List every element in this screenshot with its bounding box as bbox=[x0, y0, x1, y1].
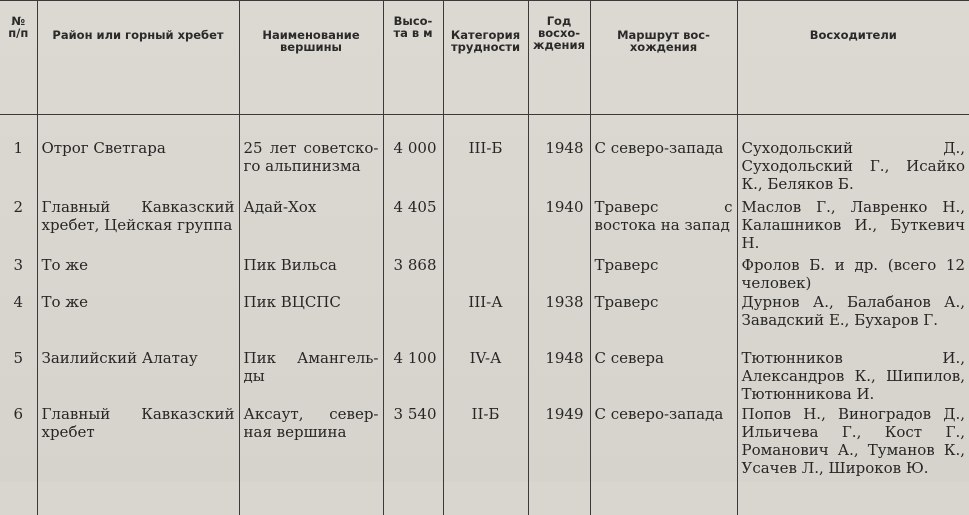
cell-num: 2 bbox=[13, 198, 24, 216]
header-num: № п/п bbox=[0, 1, 37, 115]
table-row bbox=[0, 139, 969, 198]
cell-region: То же bbox=[37, 256, 239, 293]
cell-height bbox=[383, 293, 443, 349]
header-route: Маршрут вос-хождения bbox=[590, 1, 737, 115]
cell-num: 6 bbox=[13, 405, 24, 423]
cell-year: 1938 bbox=[528, 293, 590, 349]
cell-climbers: Маслов Г., Лавренко Н., Калашников И., Буткевич Н. bbox=[737, 198, 969, 256]
cell-year bbox=[528, 256, 590, 293]
cell-category: II-Б bbox=[443, 405, 528, 515]
cell-num: 5 bbox=[13, 349, 24, 367]
cell-year: 1948 bbox=[528, 139, 590, 198]
cell-region: То же bbox=[37, 293, 239, 349]
cell-num: 1 bbox=[13, 139, 24, 157]
cell-category: IV-А bbox=[443, 349, 528, 405]
cell-category: III-Б bbox=[443, 139, 528, 198]
cell-height: 4 100 bbox=[383, 349, 443, 405]
header-row bbox=[0, 1, 969, 115]
cell-year: 1948 bbox=[528, 349, 590, 405]
cell-climbers: Фролов Б. и др. (всего 12 человек) bbox=[737, 256, 969, 293]
table-row bbox=[0, 405, 969, 515]
cell-peak: Пик Амангель-ды bbox=[239, 349, 383, 405]
cell-region: Отрог Светгара bbox=[37, 139, 239, 198]
header-climbers: Восходители bbox=[737, 1, 969, 115]
cell-route: Траверс bbox=[590, 293, 737, 349]
cell-peak: Пик ВЦСПС bbox=[239, 293, 383, 349]
cell-region: Главный Кавказский хребет, Цейская группа bbox=[37, 198, 239, 256]
cell-region: Главный Кавказский хребет bbox=[37, 405, 239, 515]
table-row bbox=[0, 349, 969, 405]
cell-route: Траверс bbox=[590, 256, 737, 293]
cell-peak: Адай-Хох bbox=[239, 198, 383, 256]
cell-num: 4 bbox=[13, 293, 24, 311]
cell-height: 3 868 bbox=[383, 256, 443, 293]
cell-height: 4 000 bbox=[383, 139, 443, 198]
cell-category bbox=[443, 256, 528, 293]
cell-year: 1940 bbox=[528, 198, 590, 256]
cell-climbers: Тютюнников И., Александров К., Шипилов, Тютюнникова И. bbox=[737, 349, 969, 405]
table-row bbox=[0, 256, 969, 293]
cell-category bbox=[443, 198, 528, 256]
header-category: Категория трудности bbox=[443, 1, 528, 115]
cell-peak: 25 лет советско-го альпинизма bbox=[239, 139, 383, 198]
spacer-row bbox=[0, 115, 969, 140]
cell-route: С северо-запада bbox=[590, 139, 737, 198]
cell-num: 3 bbox=[13, 256, 24, 274]
cell-height: 4 405 bbox=[383, 198, 443, 256]
cell-region: Заилийский Алатау bbox=[37, 349, 239, 405]
cell-climbers: Суходольский Д., Суходольский Г., Исайко К., Беляков Б. bbox=[737, 139, 969, 198]
cell-route: С севера bbox=[590, 349, 737, 405]
cell-climbers: Попов Н., Виноградов Д., Ильичева Г., Кост Г., Романович А., Туманов К., Усачев Л., Широков Ю. bbox=[737, 405, 969, 515]
cell-height: 3 540 bbox=[383, 405, 443, 515]
cell-route: Траверс с востока на запад bbox=[590, 198, 737, 256]
header-year: Год восхо-ждения bbox=[528, 1, 590, 115]
cell-year: 1949 bbox=[528, 405, 590, 515]
header-height: Высо-та в м bbox=[383, 1, 443, 115]
header-region: Район или горный хребет bbox=[37, 1, 239, 115]
table-row bbox=[0, 198, 969, 256]
header-peak: Наименование вершины bbox=[239, 1, 383, 115]
cell-peak: Пик Вильса bbox=[239, 256, 383, 293]
table-row bbox=[0, 293, 969, 349]
cell-category: III-А bbox=[443, 293, 528, 349]
cell-peak: Аксаут, север-ная вершина bbox=[239, 405, 383, 515]
cell-climbers: Дурнов А., Балабанов А., Завадский Е., Бухаров Г. bbox=[737, 293, 969, 349]
cell-route: С северо-запада bbox=[590, 405, 737, 515]
